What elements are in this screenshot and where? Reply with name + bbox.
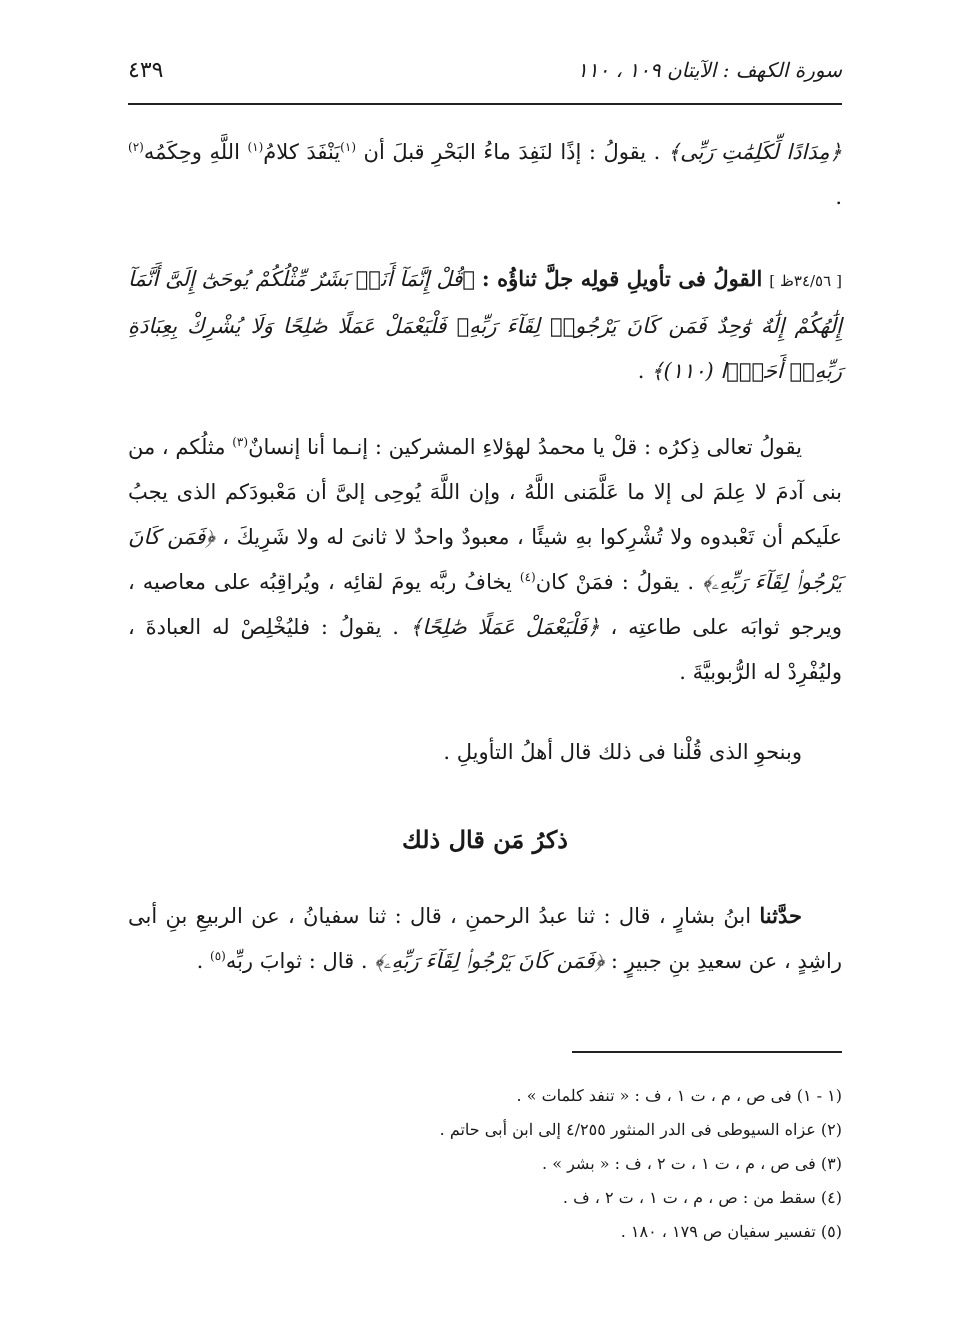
footnotes: [128, 1079, 842, 1249]
running-title: سورة الكهف : الآيتان ١٠٩ ، ١١٠: [577, 58, 842, 82]
paragraph-3: يقولُ تعالى ذِكرُه : قلْ يا محمدُ لهؤلاءِ المشركين : إنـما أنا إنسانٌ$^{(٣)}$ مثلُكم ، من بنى آدمَ لا عِلمَ لى إلا ما عَلَّمَنى اللَّهُ ، وإن اللَّهَ يُوحِى إلىَّ أن مَعْبودَكم الذى يجبُ علَيكم أن تَعْبدوه ولا تُشْرِكوا بهِ شيئًا ، معبودٌ واحدٌ لا ثانىَ له ولا شَرِيكَ ، ﴿فَمَن كَانَ يَرْجُوا۟ لِقَآءَ رَبِّهِۦ﴾ . يقولُ : فمَنْ كان$^{(٤)}$ يخافُ ربَّه يومَ لقائِه ، ويُراقِبُه على معاصيه ، ويرجو ثوابَه على طاعتِه ، ﴿فَلْيَعْمَلْ عَمَلًا صَٰلِحًا﴾ . يقولُ : فليُخْلِصْ له العبادةَ ، وليُفْرِدْ له الرُّبوبيَّةَ .: [128, 435, 842, 684]
paragraph-4: وبنحوِ الذى قُلْنا فى ذلك قال أهلُ التأويلِ .: [443, 740, 802, 764]
footnote-marker: (٤): [519, 570, 536, 584]
manuscript-reference: [ ٣٤/٥٦ظ ]: [769, 272, 842, 290]
quran-quote: ﴿مِدَادًا لِّكَلِمَٰتِ رَبِّى﴾: [667, 140, 842, 164]
header-rule: [128, 103, 842, 105]
footnote-rule: [572, 1051, 842, 1053]
footnote: (٣) فى ص ، م ، ت ١ ، ت ٢ ، ف : « بشر » .: [542, 1154, 842, 1173]
footnote-marker: (١): [340, 140, 356, 154]
footnote: (٤) سقط من : ص ، م ، ت ١ ، ت ٢ ، ف .: [562, 1188, 842, 1207]
quran-verse: ﴿قُلْ إِنَّمَآ أَنَا۠ بَشَرٌ مِّثْلُكُمْ يُوحَىٰٓ إِلَىَّ أَنَّمَآ إِلَٰهُكُمْ إِلَٰهٌ وَٰحِدٌ فَمَن كَانَ يَرْجُوا۟ لِقَآءَ رَبِّهِۦ فَلْيَعْمَلْ عَمَلًا صَٰلِحًا وَلَا يُشْرِكْ بِعِبَادَةِ رَبِّهِۦٓ أَحَدًۢا (١١٠)﴾: [128, 267, 842, 383]
narration-lead: حدَّثنا: [759, 903, 802, 928]
footnote: (٢) عزاه السيوطى فى الدر المنثور ٤/٢٥٥ إلى ابن أبى حاتم .: [439, 1120, 842, 1139]
footnote-marker: (٥): [210, 949, 226, 963]
footnote-marker: (٣): [232, 435, 249, 449]
footnote-marker: (١): [247, 140, 264, 154]
section-lead: القولُ فى تأويلِ قولِه جلَّ ثناؤُه :: [481, 266, 763, 291]
paragraph-5: حدَّثنا ابنُ بشارٍ ، قال : ثنا عبدُ الرحمنِ ، قال : ثنا سفيانُ ، عن الربيعِ بنِ أبى راشِدٍ ، عن سعيدِ بنِ جبيرٍ : ﴿فَمَن كَانَ يَرْجُوا۟ لِقَآءَ رَبِّهِۦ﴾ . قال : ثوابَ ربِّه$^{(٥)}$ .: [128, 903, 842, 973]
page-header: [128, 52, 842, 102]
quran-quote: ﴿فَمَن كَانَ يَرْجُوا۟ لِقَآءَ رَبِّهِۦ﴾: [128, 525, 842, 594]
footnote-marker: (٢): [128, 140, 144, 154]
quran-quote: ﴿فَلْيَعْمَلْ عَمَلًا صَٰلِحًا﴾: [409, 615, 600, 639]
footnote: (١ - ١) فى ص ، م ، ت ١ ، ف : « تنفد كلمات » .: [516, 1086, 842, 1105]
paragraph-1: ﴿مِدَادًا لِّكَلِمَٰتِ رَبِّى﴾ . يقولُ : إذًا لنَفِدَ ماءُ البَحْرِ قبلَ أن $^{(١)}$يَنْفَدَ كلامُ$^{(١)}$ اللَّهِ وحِكَمُه$^{(٢)}$ .: [128, 140, 842, 209]
paragraph-2: [ ٣٤/٥٦ظ ] القولُ فى تأويلِ قولِه جلَّ ثناؤُه : ﴿قُلْ إِنَّمَآ أَنَا۠ بَشَرٌ مِّثْلُكُمْ يُوحَىٰٓ إِلَىَّ أَنَّمَآ إِلَٰهُكُمْ إِلَٰهٌ وَٰحِدٌ فَمَن كَانَ يَرْجُوا۟ لِقَآءَ رَبِّهِۦ فَلْيَعْمَلْ عَمَلًا صَٰلِحًا وَلَا يُشْرِكْ بِعِبَادَةِ رَبِّهِۦٓ أَحَدًۢا (١١٠)﴾ .: [128, 266, 842, 383]
section-heading: ذكرُ مَن قال ذلك: [402, 825, 568, 854]
quran-quote: ﴿فَمَن كَانَ يَرْجُوا۟ لِقَآءَ رَبِّهِۦ﴾: [374, 949, 605, 973]
verse-number: (١١٠): [663, 359, 714, 383]
footnote: (٥) تفسير سفيان ص ١٧٩ ، ١٨٠ .: [620, 1222, 842, 1241]
page-number: ٤٣٩: [128, 58, 164, 83]
